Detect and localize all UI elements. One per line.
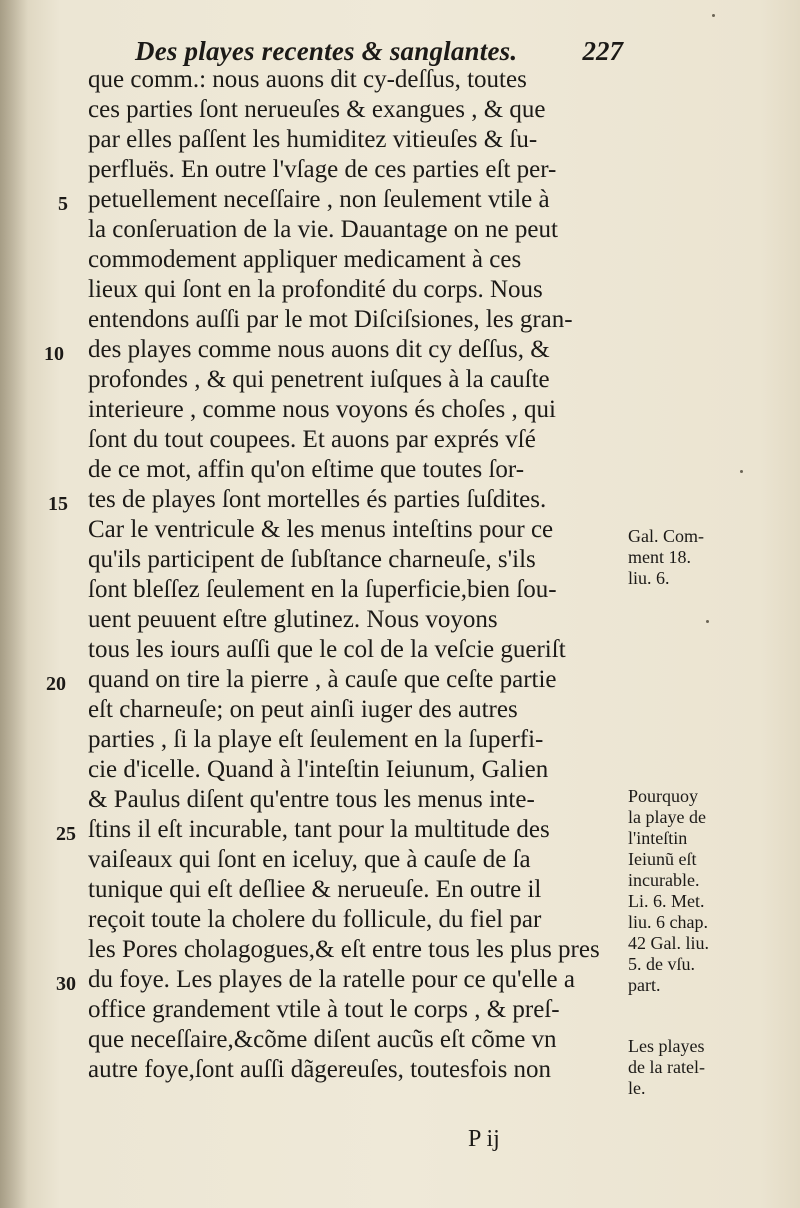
line-number: 20 [46,673,66,695]
line-number: 30 [56,973,76,995]
text-line: parties , ſi la playe eſt ſeulement en la ſuperfi- [88,726,544,753]
text-line: que neceſſaire,&cõme diſent aucũs eſt cõme vn [88,1026,557,1053]
page-number: 227 [582,36,623,66]
margin-note-line: incurable. [628,870,700,890]
text-line: uent peuuent eſtre glutinez. Nous voyons [88,606,498,633]
text-line: tous les iours auſſi que le col de la veſcie gueriſt [88,636,566,663]
text-line: petuellement neceſſaire , non ſeulement vtile à [88,186,550,213]
line-number: 25 [56,823,76,845]
signature-mark: P ij [468,1126,500,1152]
line-number: 10 [44,343,64,365]
text-line: les Pores cholagogues,& eſt entre tous les plus pres [88,936,600,963]
text-line: quand on tire la pierre , à cauſe que ceſte partie [88,666,557,693]
text-line: des playes comme nous auons dit cy deſſus, & [88,336,550,363]
text-line: entendons auſſi par le mot Diſciſsiones, les gran- [88,306,573,333]
text-line: par elles paſſent les humiditez vitieuſes & ſu- [88,126,538,153]
text-line: interieure , comme nous voyons és choſes , qui [88,396,556,423]
text-line: que comm.: nous auons dit cy-deſſus, toutes [88,66,527,93]
paper-speck [706,620,709,623]
text-line: profondes , & qui penetrent iuſques à la cauſte [88,366,550,393]
text-line: & Paulus diſent qu'entre tous les menus inte- [88,786,535,813]
running-title: Des playes recentes & sanglantes. [135,36,518,66]
text-line: reçoit toute la cholere du follicule, du fiel par [88,906,542,933]
text-line: autre foye,ſont auſſi dãgereuſes, toutesfois non [88,1056,552,1083]
text-line: commodement appliquer medicament à ces [88,246,522,273]
line-number: 5 [58,193,68,215]
text-line: du foye. Les playes de la ratelle pour ce qu'elle a [88,966,575,993]
margin-note-line: part. [628,975,661,995]
margin-note-ratelle [628,1036,705,1099]
text-line: ces parties ſont nerueuſes & exangues , & que [88,96,546,123]
text-line: la conſeruation de la vie. Dauantage on ne peut [88,216,558,243]
text-line: tes de playes ſont mortelles és parties ſuſdites. [88,486,547,513]
text-line: Car le ventricule & les menus inteſtins pour ce [88,516,554,543]
text-line: office grandement vtile à tout le corps , & preſ- [88,996,560,1023]
text-line: ſtins il eſt incurable, tant pour la multitude des [88,816,550,843]
paper-speck [712,14,715,17]
margin-note-galen-comment [628,526,704,589]
text-line: lieux qui ſont en la profondité du corps. Nous [88,276,543,303]
paper-speck [740,470,743,473]
margin-note-line: la playe de [628,807,706,827]
margin-note-line: Pourquoy [628,786,699,806]
text-line: ſont bleſſez ſeulement en la ſuperficie,bien ſou- [88,576,557,603]
margin-note-line: 5. de vſu. [628,954,695,974]
text-line: vaiſeaux qui ſont en iceluy, que à cauſe de ſa [88,846,531,873]
margin-note-line: liu. 6. [628,568,670,588]
text-line: de ce mot, affin qu'on eſtime que toutes ſor- [88,456,525,483]
margin-note-line: Gal. Com- [628,526,704,546]
text-line: ſont du tout coupees. Et auons par exprés vſé [88,426,536,453]
margin-note-line: Ieiunũ eſt [628,849,697,869]
text-line: cie d'icelle. Quand à l'inteſtin Ieiunum, Galien [88,756,549,783]
margin-note-line: Les playes [628,1036,705,1056]
text-line: perfluës. En outre l'vſage de ces parties eſt per- [88,156,557,183]
margin-note-line: le. [628,1078,646,1098]
margin-note-line: liu. 6 chap. [628,912,708,932]
margin-note-line: de la ratel- [628,1057,705,1077]
line-number: 15 [48,493,68,515]
margin-note-ieiunum [628,786,709,996]
margin-note-line: l'inteſtin [628,828,688,848]
text-line: tunique qui eſt deſliee & nerueuſe. En outre il [88,876,542,903]
margin-note-line: 42 Gal. liu. [628,933,709,953]
margin-note-line: ment 18. [628,547,691,567]
text-line: qu'ils participent de ſubſtance charneuſe, s'ils [88,546,536,573]
text-line: eſt charneuſe; on peut ainſi iuger des autres [88,696,518,723]
gutter-shadow [0,0,28,1208]
margin-note-line: Li. 6. Met. [628,891,705,911]
